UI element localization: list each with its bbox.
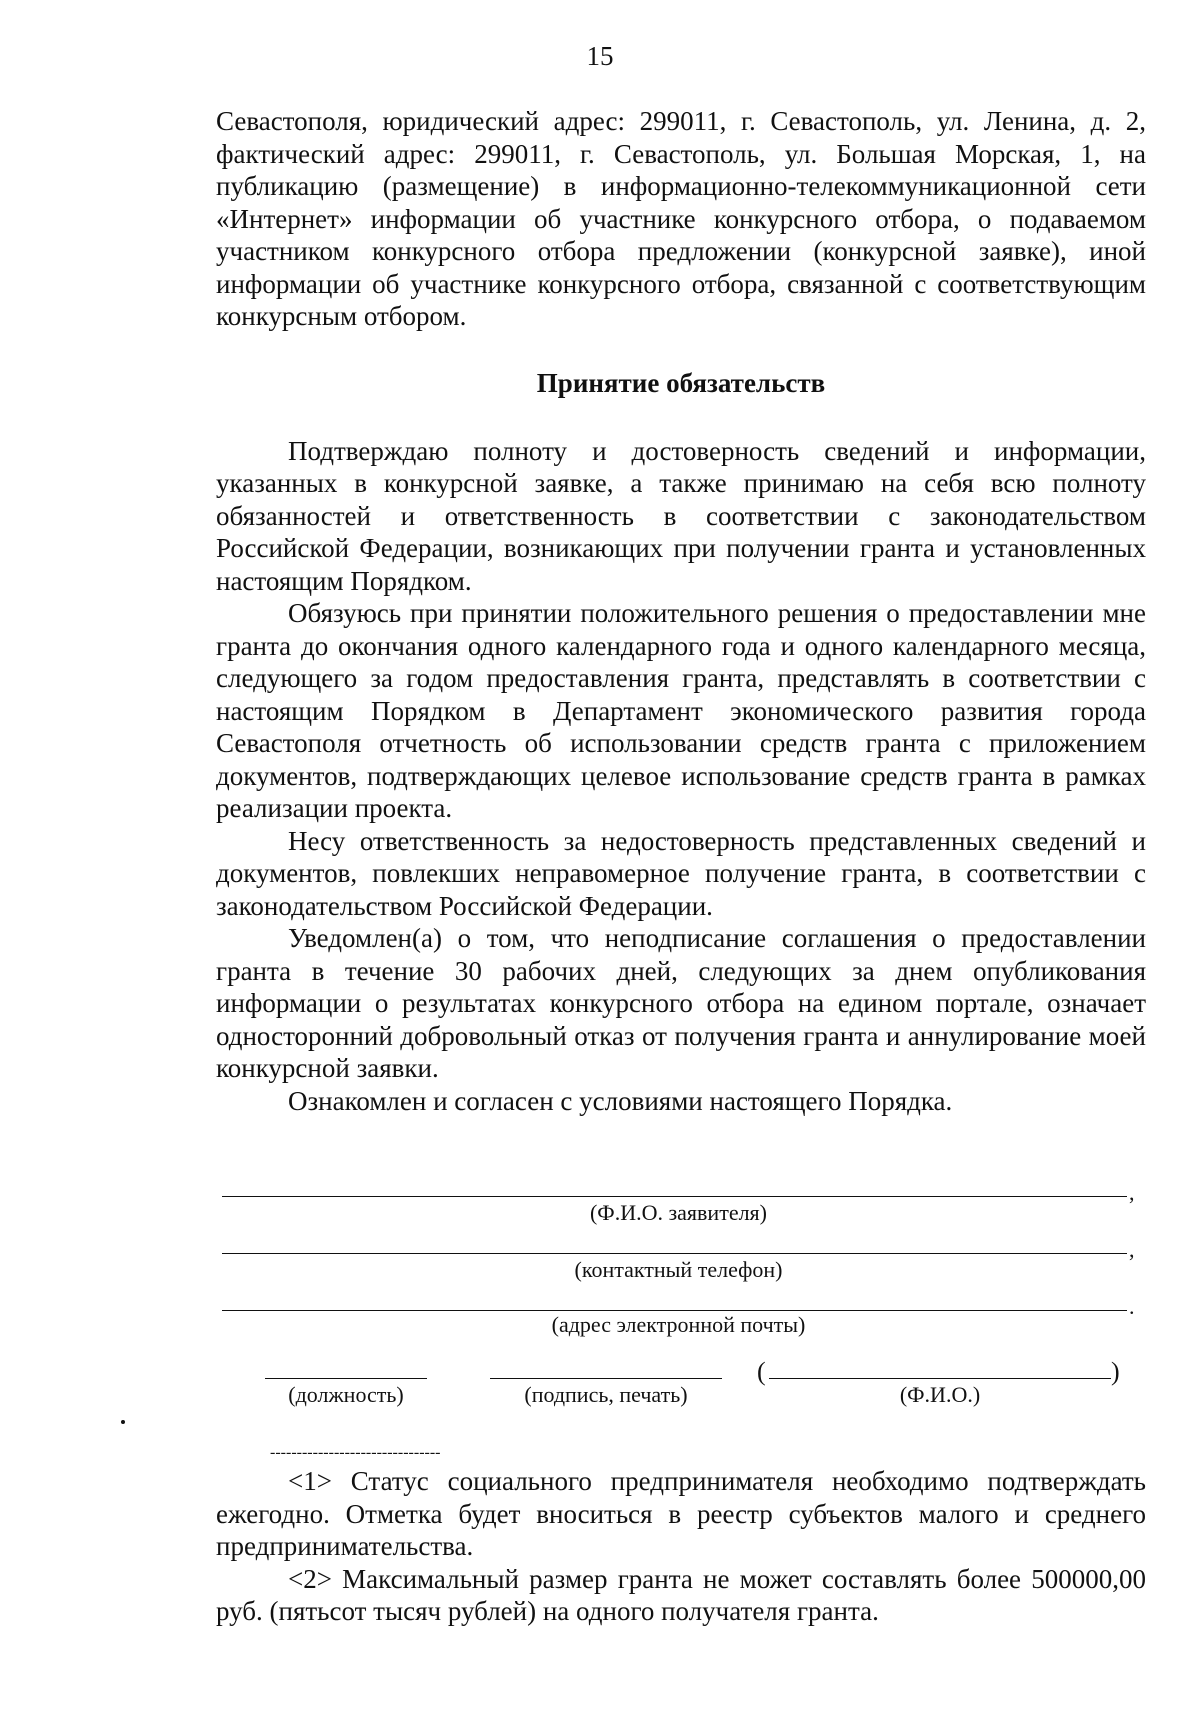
signature-line[interactable] (490, 1378, 722, 1379)
signature-caption: (подпись, печать) (524, 1382, 688, 1407)
scan-dot (121, 1420, 125, 1424)
position-line[interactable] (265, 1378, 427, 1379)
applicant-name-field[interactable] (222, 1196, 1127, 1197)
paragraph-notification: Уведомлен(а) о том, что неподписание соглашения о предоставлении гранта в течение 30 рабочих дней, следующих за днем опубликования информации о результатах конкурсного отбора на едином портале, означает односторонний добровольный отказ от получения гранта и аннулирование моей конкурсной заявки. (216, 923, 1146, 1083)
phone-field[interactable] (222, 1253, 1127, 1254)
phone-caption: (контактный телефон) (574, 1257, 783, 1282)
paragraph-confirmation: Подтверждаю полноту и достоверность сведений и информации, указанных в конкурсной заявке, а также принимаю на себя всю полноту обязанностей и ответственность в соответствии с законодательством Российской Федерации, возникающих при получении гранта и установленных настоящим Порядком. (216, 435, 1146, 596)
paren-open: ( (757, 1357, 766, 1386)
page-number: 15 (586, 41, 614, 71)
field-punctuation: , (1129, 1180, 1135, 1205)
field-punctuation: , (1129, 1237, 1135, 1262)
paragraph-responsibility: Несу ответственность за недостоверность представленных сведений и документов, повлекших неправомерное получение гранта, в соответствии с законодательством Российской Федерации. (216, 825, 1146, 921)
position-caption: (должность) (288, 1382, 404, 1407)
email-field[interactable] (222, 1310, 1127, 1311)
field-punctuation: . (1129, 1294, 1135, 1319)
name-caption: (Ф.И.О.) (899, 1382, 981, 1407)
footnotes (216, 1465, 1146, 1628)
paragraph-consent-continuation: Севастополя, юридический адрес: 299011, г. Севастополь, ул. Ленина, д. 2, фактический адрес: 299011, г. Севастополь, ул. Большая Морская, 1, на публикацию (размещение) в информационно-телекоммуникационной сети «Интернет» информации об участнике конкурсного отбора, о подаваемом участником конкурсного отбора предложении (конкурсной заявке), иной информации об участнике конкурсного отбора, связанной с соответствующим конкурсным отбором. (216, 106, 1146, 331)
email-caption: (адрес электронной почты) (551, 1312, 806, 1337)
paragraph-obligation: Обязуюсь при принятии положительного решения о предоставлении мне гранта до окончания одного календарного года и одного календарного месяца, следующего за годом предоставления гранта, представлять в соответствии с настоящим Порядком в Департамент экономического развития города Севастополя отчетность об использовании средств гранта с приложением документов, подтверждающих целевое использование средств гранта в рамках реализации проекта. (216, 598, 1146, 823)
section-heading: Принятие обязательств (536, 367, 826, 398)
document-body (216, 105, 1146, 1117)
footnote-separator: -------------------------------- (270, 1444, 441, 1461)
footnote-1: <1> Статус социального предпринимателя необходимо подтверждать ежегодно. Отметка будет вноситься в реестр субъектов малого и среднего предпринимательства. (216, 1466, 1146, 1561)
footnote-2: <2> Максимальный размер гранта не может составлять более 500000,00 руб. (пятьсот тысяч рублей) на одного получателя гранта. (216, 1563, 1146, 1626)
paragraph-acknowledgement: Ознакомлен и согласен с условиями настоящего Порядка. (288, 1085, 953, 1116)
paren-close: ) (1111, 1357, 1120, 1386)
name-line[interactable] (769, 1378, 1111, 1379)
applicant-name-caption: (Ф.И.О. заявителя) (589, 1200, 768, 1225)
